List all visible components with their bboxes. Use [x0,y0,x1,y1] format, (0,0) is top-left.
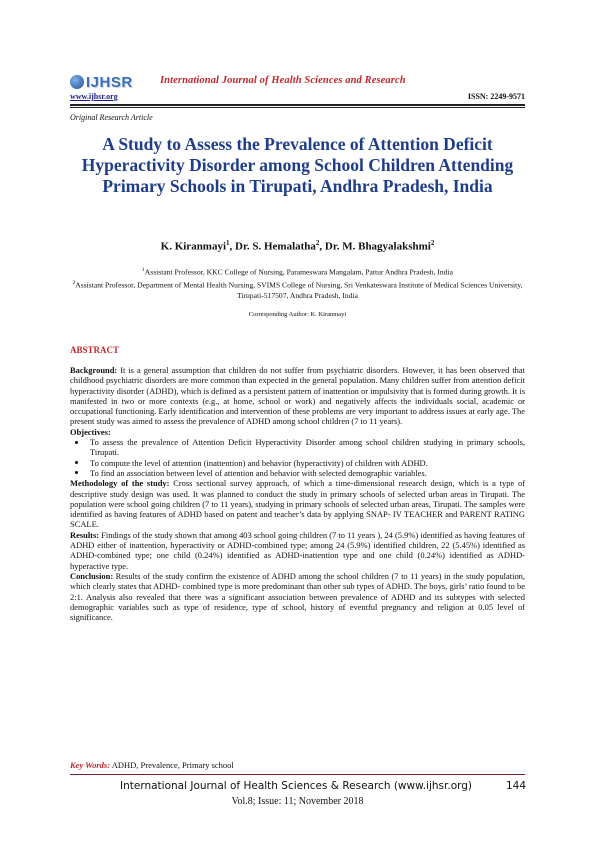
objectives-heading [70,427,525,437]
affiliation-text: Assistant Professor, Department of Mental Health Nursing, SVIMS College of Nursing, Sri Venkateswara Institute of Medical Sciences University, Tirupati-517507, Andhra Pradesh, India [75,280,523,301]
list-item [70,468,525,478]
results-text: Findings of the study shown that among 403 school going children (7 to 11 years ), 24 (5.9%) identified as having features of ADHD either of inattention, hyperactivity or ADHD-combined type; among 24 (5.9%) identified children, 22 (5.45%) identified as ADHD-combined type; one child (0.24%) identified as ADHD-inattention type and one child (0.24%) identified as ADHD-hyperactive type. [70,529,525,571]
affiliation-sup: 2 [72,279,76,286]
abstract-heading: ABSTRACT [70,345,120,355]
methodology-text: Cross sectional survey approach, of which a time-dimensional research design, which is a type of descriptive study design was used. It was planned to conduct the study in primary schools of selected urban areas in Tirupati. The population were school going children (7 to 11 years), studying in primary schools of selected urban areas, Tirupati. The samples were identified as having features of ADHD based on patent and teacher’s data by applying SNAP- IV TEACHER and PARENT RATING SCALE. [70,478,526,530]
author-list [60,239,535,253]
journal-url-link[interactable]: www.ijhsr.org [70,92,118,101]
footer-rule [70,774,525,775]
footer-volume: Vol.8; Issue: 11; November 2018 [231,796,364,807]
journal-name: International Journal of Health Sciences and Research [160,75,406,86]
keywords-text: ADHD, Prevalence, Primary school [110,760,234,770]
bullet-icon [75,471,78,474]
keywords-label: Key Words: [70,760,111,770]
globe-icon [70,75,84,89]
author-name: Dr. S. Hemalatha [235,240,316,253]
header-rule [70,104,525,106]
objectives-list [70,437,525,478]
background-label: Background: [70,365,118,375]
list-item [70,437,525,458]
affiliation-text: Assistant Professor, KKC College of Nursing, Parameswara Mangalam, Pattur Andhra Pradesh, India [144,267,453,277]
issn: ISSN: 2249-9571 [467,92,525,101]
methodology-label: Methodology of the study: [70,478,170,489]
background-text: It is a general assumption that children do not suffer from psychiatric disorders. However, it has been observed that childhood psychiatric disorders are more common than expected in the general population. Many children suffer from attention deficit hyperactivity disorder (ADHD), which is defined as a persistent pattern of inattention or impulsivity that is formed during growth. It is manifested in two or more contexts (e.g., at home, school or work) and negatively affects the individuals social, academic or occupational functioning. Early identification and intervention of these problems are very important to address issues at early age. The present study was aimed to assess the prevalence of ADHD among school children (7 to 11 years). [70,365,525,427]
logo-text: IJHSR [86,73,133,91]
list-item [70,458,525,468]
objectives-label: Objectives: [70,426,111,437]
objective-text: To find an association between level of attention and behavior with selected demographic variables. [90,467,427,478]
bullet-icon [75,461,78,464]
article-type: Original Research Article [70,113,153,122]
affiliations [60,265,535,301]
author-sup: 1 [226,239,230,247]
corresponding-author: Corresponding Author: K. Kiranmayi [248,311,347,318]
results-label: Results: [70,529,100,540]
author-name: K. Kiranmayi [160,240,227,253]
affiliation [60,265,535,278]
page-number: 144 [506,780,527,792]
affiliation [60,278,535,302]
author-sup: 2 [430,239,435,247]
author-sup: 2 [315,239,320,247]
keywords [70,760,234,770]
affiliation-sup: 1 [142,267,145,273]
author-sep: , [319,240,325,253]
bullet-icon [75,441,78,444]
article-title: A Study to Assess the Prevalence of Attention Deficit Hyperactivity Disorder among School Children Attending Primary Schools in Tirupati, Andhra Pradesh, India [81,134,514,196]
conclusion-label: Conclusion: [70,570,114,581]
background-paragraph [70,365,525,427]
conclusion-text: Results of the study confirm the existence of ADHD among the school children (7 to 11 years) in the study population, which clearly states that ADHD- combined type is more predominant than other sub types of ADHD. The boys, girls’ ratio found to be 2:1. Analysis also revealed that there was a significant association between prevalence of ADHD and its subtypes with selected demographic variables such as type of residence, type of school, history of eventful pregnancy and religion at 0.05 level of significance. [70,570,525,623]
abstract-body [70,365,525,622]
journal-logo [70,72,133,92]
footer-journal-line: International Journal of Health Sciences & Research (www.ijhsr.org) [120,780,473,792]
header-rule-thin [70,107,525,108]
methodology-paragraph [70,478,525,529]
author-sep: , [229,240,236,253]
objective-text: To compute the level of attention (inattention) and behavior (hyperactivity) of children with ADHD. [90,457,428,468]
results-paragraph [70,530,525,571]
conclusion-paragraph [70,571,525,622]
objective-text: To assess the prevalence of Attention Deficit Hyperactivity Disorder among school children studying in primary schools, Tirupati. [90,437,525,458]
author-name: Dr. M. Bhagyalakshmi [324,240,431,253]
